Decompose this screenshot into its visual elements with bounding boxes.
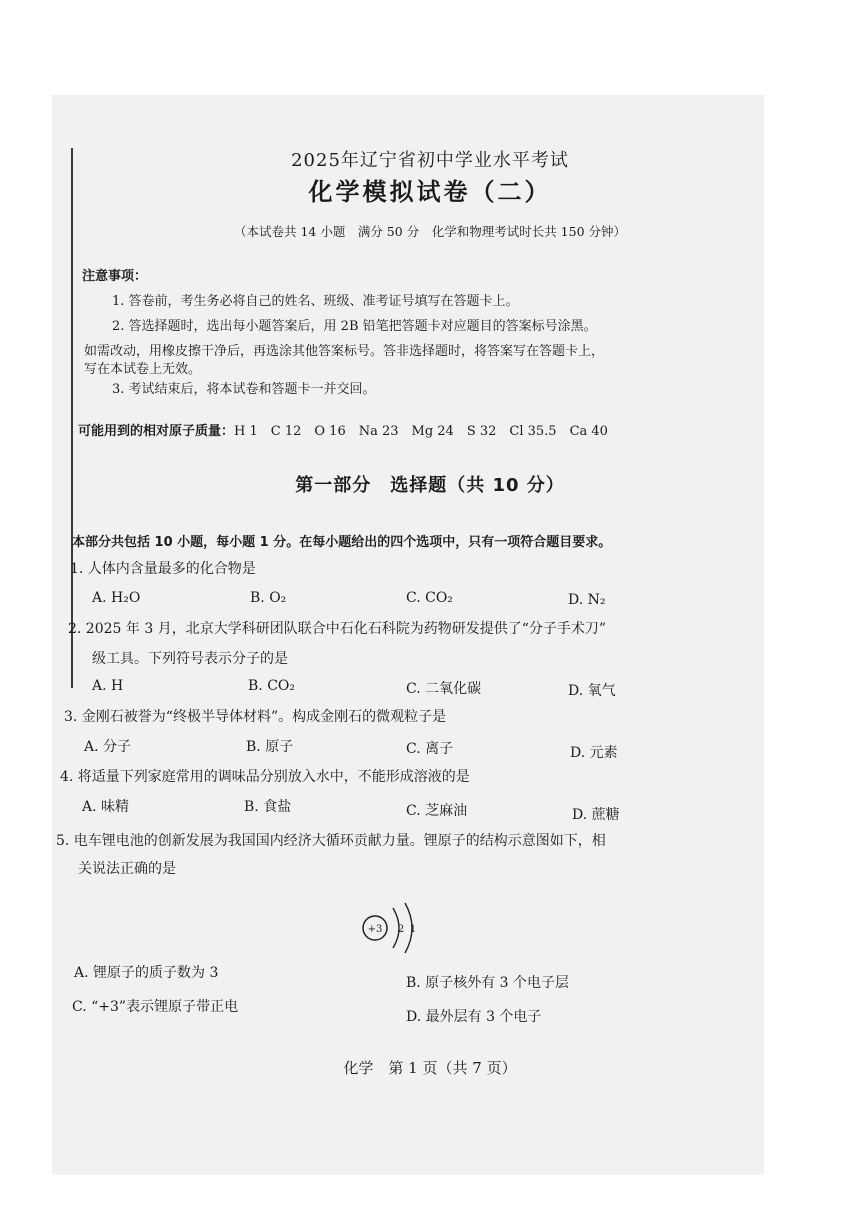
notice-line: 写在本试卷上无效。 — [84, 362, 202, 377]
exam-title: 2025年辽宁省初中学业水平考试 — [291, 150, 569, 171]
option-a: A. H — [92, 678, 124, 694]
notice-line: 2. 答选择题时，选出每小题答案后，用 2B 铅笔把答题卡对应题目的答案标号涂黑。 — [112, 319, 597, 334]
option-d: D. 氧气 — [568, 683, 616, 699]
option-b: B. O₂ — [250, 590, 287, 606]
notice-line: 如需改动，用橡皮擦干净后，再选涂其他答案标号。答非选择题时，将答案写在答题卡上， — [84, 344, 605, 359]
question-stem: 2. 2025 年 3 月，北京大学科研团队联合中石化石科院为药物研发提供了“分子手术刀” — [68, 621, 607, 637]
question-stem: 关说法正确的是 — [78, 861, 176, 877]
shell-2-electrons: 1 — [409, 924, 417, 935]
option-c: C. “+3”表示锂原子带正电 — [72, 999, 239, 1015]
notice-line: 3. 考试结束后，将本试卷和答题卡一并交回。 — [112, 382, 376, 397]
option-c: C. CO₂ — [406, 590, 453, 606]
question-stem: 3. 金刚石被誉为“终极半导体材料”。构成金刚石的微观粒子是 — [64, 709, 447, 725]
page-footer: 化学 第 1 页（共 7 页） — [343, 1059, 517, 1077]
option-a: A. H₂O — [92, 590, 141, 606]
paper-title: 化学模拟试卷（二） — [308, 177, 552, 206]
option-d: D. N₂ — [568, 592, 606, 608]
option-c: C. 二氧化碳 — [406, 681, 482, 697]
option-d: D. 元素 — [570, 745, 618, 761]
notice-heading: 注意事项： — [82, 269, 148, 284]
option-a: A. 分子 — [84, 739, 132, 755]
option-d: D. 蔗糖 — [572, 807, 620, 823]
option-c: C. 芝麻油 — [406, 803, 468, 819]
shell-1-electrons: 2 — [397, 924, 405, 935]
option-b: B. 食盐 — [244, 799, 292, 815]
option-b: B. 原子 — [246, 739, 294, 755]
option-a: A. 味精 — [82, 799, 130, 815]
question-stem: 1. 人体内含量最多的化合物是 — [70, 561, 256, 577]
part-description: 本部分共包括 10 小题，每小题 1 分。在每小题给出的四个选项中，只有一项符合题目要求。 — [72, 535, 612, 550]
part-title: 第一部分 选择题（共 10 分） — [295, 475, 565, 496]
lithium-atom-structure-diagram — [355, 900, 425, 956]
nucleus-charge: +3 — [367, 924, 383, 935]
option-b: B. 原子核外有 3 个电子层 — [406, 975, 569, 991]
atomic-masses-values: H 1 C 12 O 16 Na 23 Mg 24 S 32 Cl 35.5 Ca 40 — [234, 424, 608, 439]
option-a: A. 锂原子的质子数为 3 — [74, 965, 219, 981]
option-d: D. 最外层有 3 个电子 — [406, 1009, 542, 1025]
atomic-masses-label: 可能用到的相对原子质量： — [78, 424, 235, 439]
exam-info: （本试卷共 14 小题 满分 50 分 化学和物理考试时长共 150 分钟） — [233, 224, 626, 239]
option-b: B. CO₂ — [248, 678, 295, 694]
question-stem: 5. 电车锂电池的创新发展为我国国内经济大循环贡献力量。锂原子的结构示意图如下，相 — [56, 833, 606, 849]
atomic-masses — [78, 420, 608, 439]
notice-line: 1. 答卷前，考生务必将自己的姓名、班级、准考证号填写在答题卡上。 — [112, 294, 519, 309]
question-stem: 4. 将适量下列家庭常用的调味品分别放入水中，不能形成溶液的是 — [60, 769, 470, 785]
option-c: C. 离子 — [406, 741, 454, 757]
question-stem: 级工具。下列符号表示分子的是 — [92, 651, 288, 667]
